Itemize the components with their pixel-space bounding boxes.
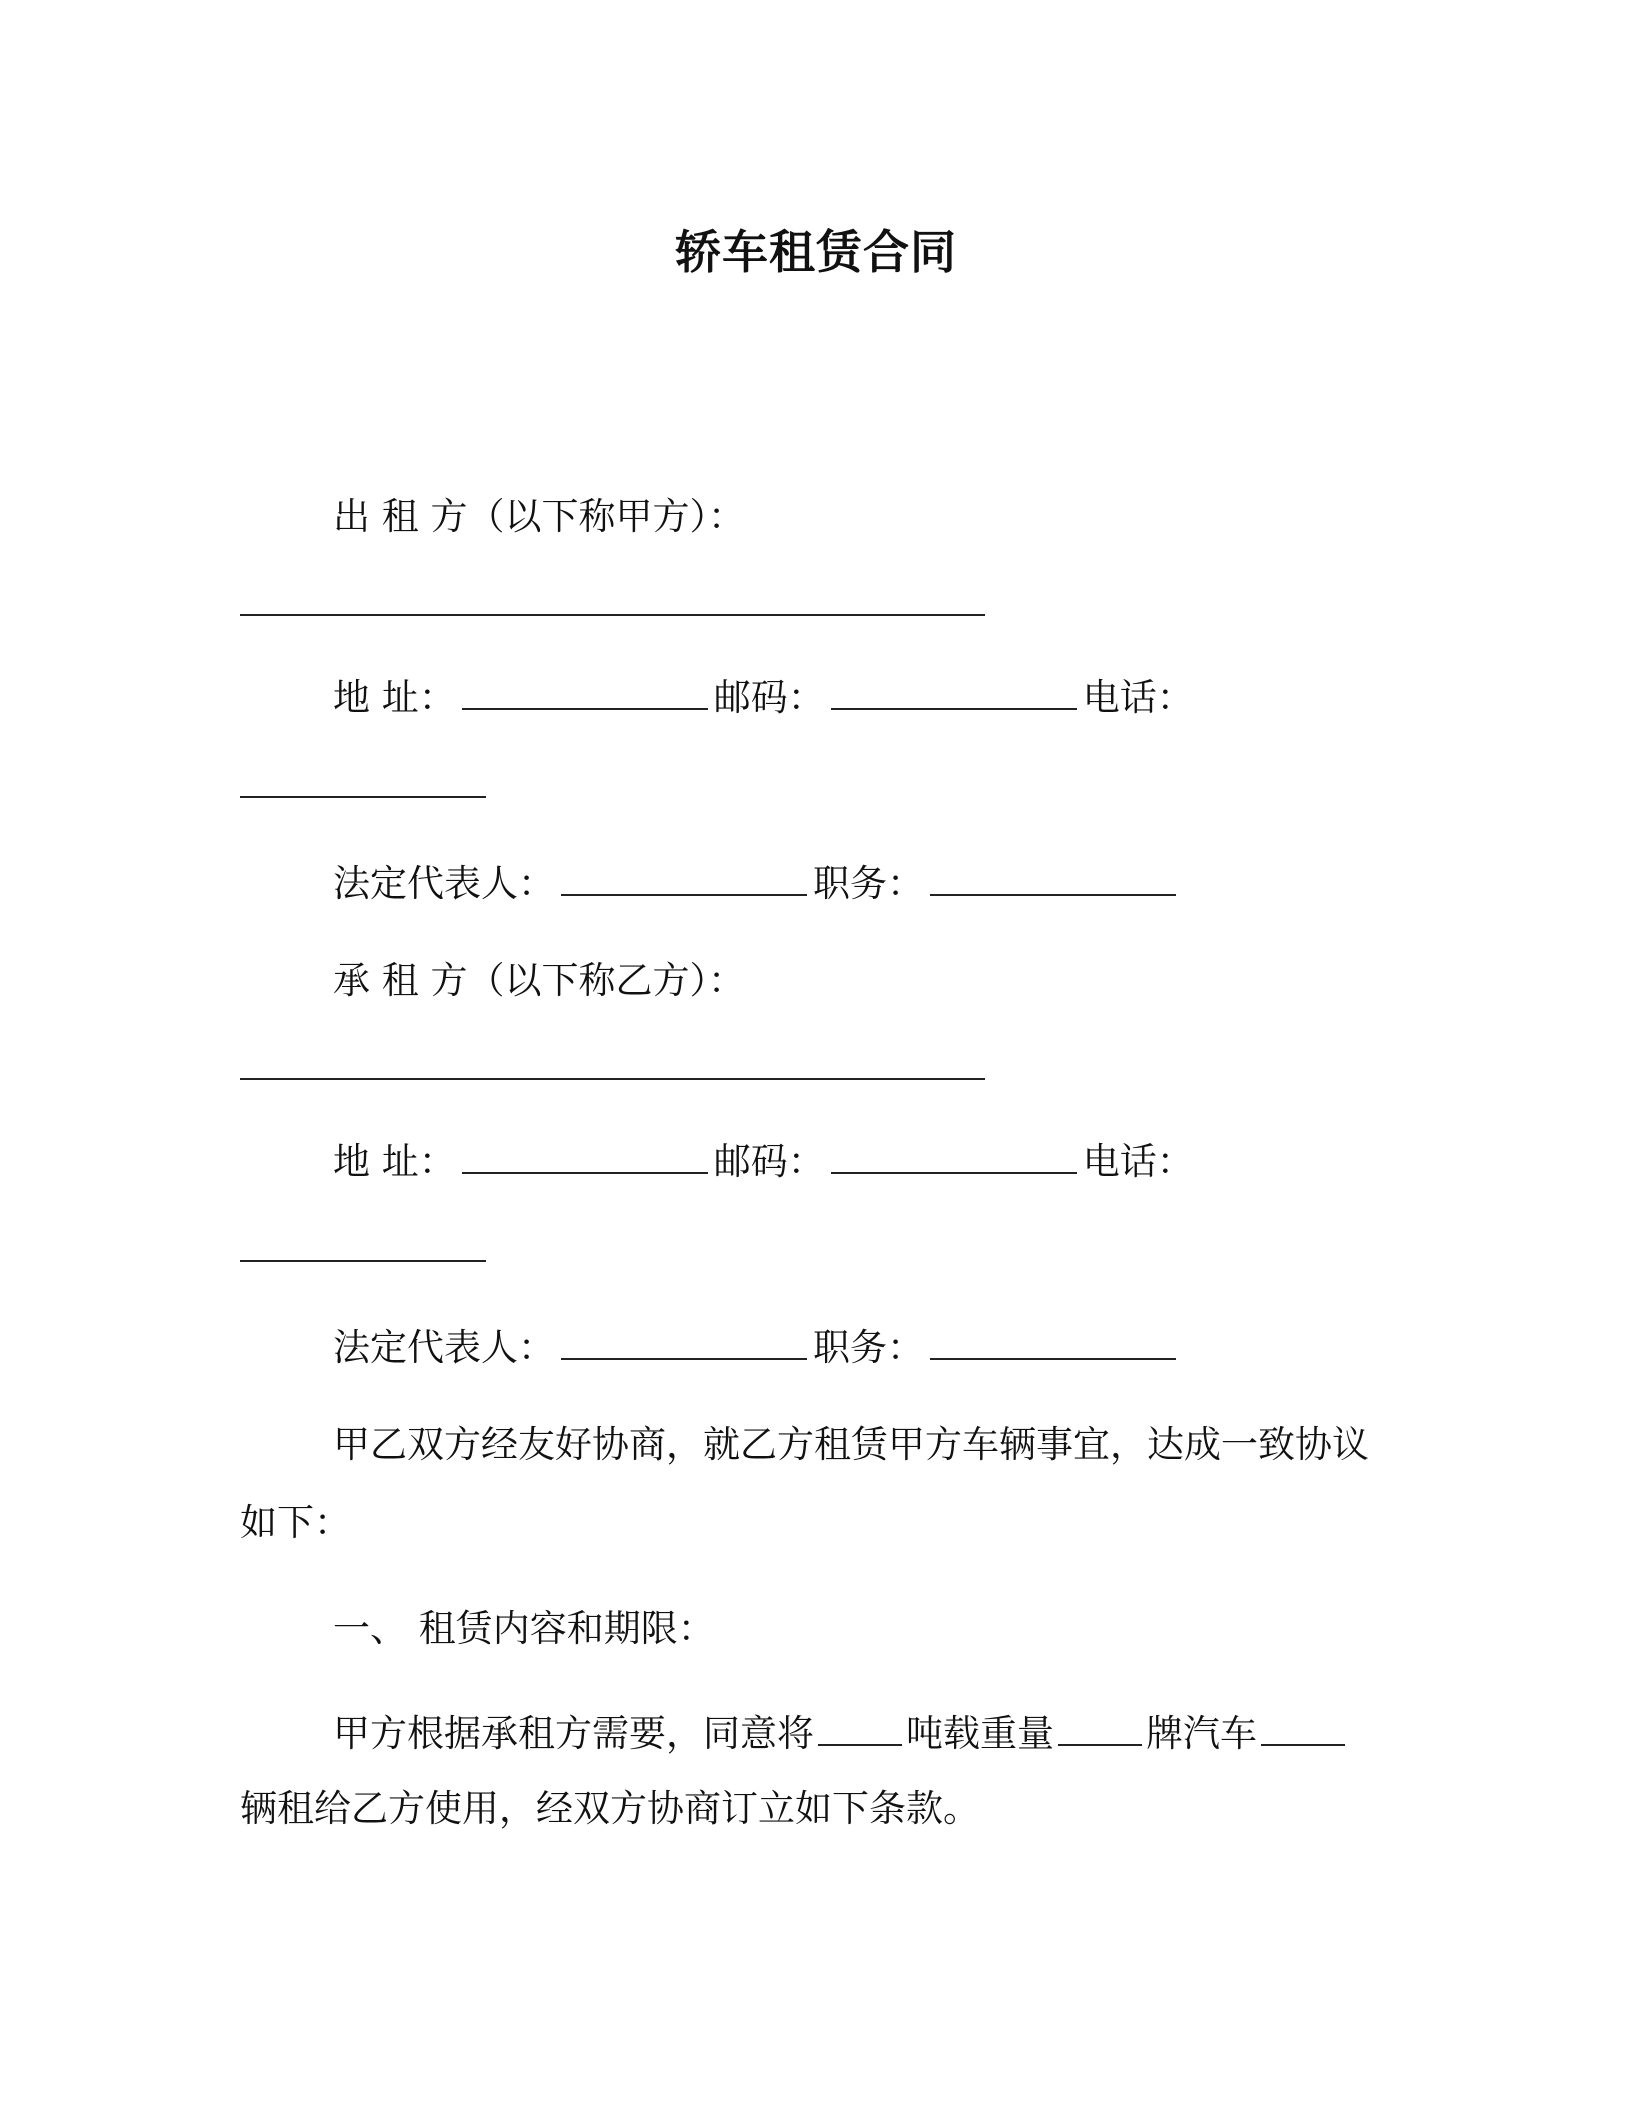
lessor-label-suffix: （以下称甲方）： <box>467 495 746 538</box>
section1-text-c: 牌汽车 <box>1146 1712 1257 1755</box>
lessee-phone-field[interactable] <box>240 1224 486 1262</box>
page-title: 轿车租赁合同 <box>675 225 957 279</box>
lessee-postcode-field[interactable] <box>831 1136 1077 1174</box>
lessor-rep-field[interactable] <box>561 858 807 896</box>
lessee-position-label: 职务： <box>813 1326 924 1369</box>
lessee-name-field[interactable] <box>240 1042 985 1080</box>
lessee-rep-label: 法定代表人： <box>333 1326 555 1369</box>
lessor-address-label: 地 址： <box>333 676 456 719</box>
tonnage-field[interactable] <box>818 1708 902 1746</box>
intro-paragraph-line2: 如下： <box>240 1501 351 1544</box>
lessee-postcode-label: 邮码： <box>713 1140 825 1183</box>
lessor-position-field[interactable] <box>930 858 1176 896</box>
lessor-phone-label: 电话： <box>1082 676 1194 719</box>
section1-heading: 一、 租赁内容和期限： <box>333 1607 715 1650</box>
lessor-contact-line <box>333 672 1194 723</box>
lessee-rep-field[interactable] <box>561 1322 807 1360</box>
lessor-phone-field[interactable] <box>240 760 486 798</box>
lessor-postcode-field[interactable] <box>831 672 1077 710</box>
lessor-rep-label: 法定代表人： <box>333 862 555 905</box>
lessor-heading <box>333 492 745 542</box>
section1-paragraph-line1 <box>333 1708 1349 1759</box>
lessor-label: 出 租 方 <box>333 495 468 538</box>
vehicle-count-field[interactable] <box>1261 1708 1345 1746</box>
lessee-heading <box>333 956 745 1006</box>
lessor-postcode-label: 邮码： <box>713 676 825 719</box>
lessee-rep-line <box>333 1322 1182 1373</box>
lessor-name-field[interactable] <box>240 578 985 616</box>
section1-paragraph-line2: 辆租给乙方使用，经双方协商订立如下条款。 <box>240 1787 980 1830</box>
lessee-position-field[interactable] <box>930 1322 1176 1360</box>
section1-text-a: 甲方根据承租方需要，同意将 <box>333 1712 814 1755</box>
lessor-rep-line <box>333 858 1182 909</box>
lessee-address-field[interactable] <box>462 1136 708 1174</box>
section1-text-b: 吨载重量 <box>906 1712 1054 1755</box>
lessor-position-label: 职务： <box>813 862 924 905</box>
lessor-phone-line <box>240 760 486 811</box>
brand-field[interactable] <box>1058 1708 1142 1746</box>
lessee-label: 承 租 方 <box>333 959 468 1002</box>
lessee-contact-line <box>333 1136 1194 1187</box>
lessee-label-suffix: （以下称乙方）： <box>467 959 746 1002</box>
intro-paragraph-line1: 甲乙双方经友好协商，就乙方租赁甲方车辆事宜，达成一致协议 <box>333 1423 1369 1466</box>
lessee-name-line <box>240 1042 985 1093</box>
lessee-phone-line <box>240 1224 486 1275</box>
lessor-address-field[interactable] <box>462 672 708 710</box>
lessee-address-label: 地 址： <box>333 1140 456 1183</box>
lessee-phone-label: 电话： <box>1082 1140 1194 1183</box>
lessor-name-line <box>240 578 985 629</box>
